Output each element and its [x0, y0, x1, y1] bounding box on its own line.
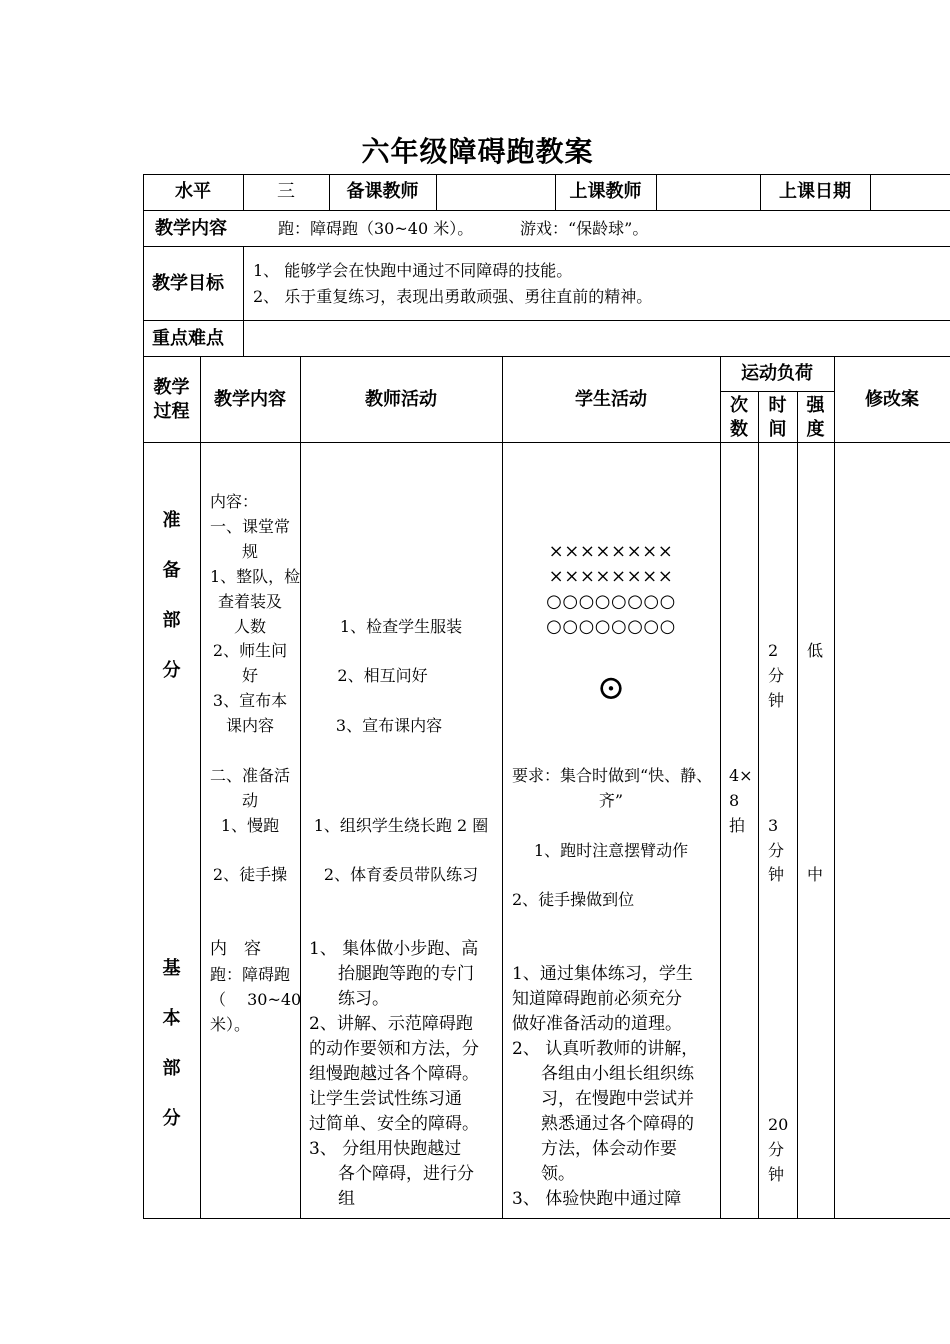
- teacher-position-icon: ⊙: [596, 668, 626, 708]
- prep-content-line: 2、师生问: [212, 641, 288, 660]
- prep-content-line: 动: [241, 791, 258, 810]
- goal-item: 1、 能够学会在快跑中通过不同障碍的技能。: [253, 261, 573, 280]
- prep-teacher-line: 1、检查学生服装: [339, 617, 463, 636]
- content-header: 教学内容: [214, 389, 286, 410]
- time-value: 分: [768, 666, 785, 685]
- teacher-header: 教师活动: [365, 389, 437, 410]
- count-value: 8: [729, 791, 740, 810]
- col-divider: [834, 356, 835, 1218]
- revise-header: 修改案: [865, 389, 919, 410]
- basic-teacher-line: 组慢跑越过各个障碍。: [309, 1064, 479, 1084]
- row-divider: [143, 320, 950, 321]
- basic-content-line: 内 容: [210, 939, 261, 959]
- basic-student-line: 习，在慢跑中尝试并: [541, 1089, 694, 1109]
- basic-student-line: 1、通过集体练习，学生: [512, 964, 693, 984]
- basic-student-line: 熟悉通过各个障碍的: [541, 1114, 694, 1134]
- basic-student-line: 各组由小组长组织练: [541, 1064, 694, 1084]
- basic-teacher-line: 1、 集体做小步跑、高: [309, 939, 479, 959]
- prep-content-line: 规: [241, 542, 258, 561]
- prep-stage-char: 准: [162, 510, 181, 531]
- level-label: 水平: [175, 181, 211, 202]
- basic-teacher-line: 2、讲解、示范障碍跑: [309, 1014, 473, 1034]
- basic-teacher-line: 让学生尝试性练习通: [309, 1089, 462, 1109]
- goal-label: 教学目标: [152, 273, 224, 294]
- time-value: 2: [768, 641, 779, 660]
- col-divider: [797, 391, 798, 1218]
- prep-teacher-line: 1、组织学生绕长跑 2 圈: [313, 816, 489, 835]
- basic-stage-char: 部: [162, 1058, 181, 1079]
- prep-teacher-label: 备课教师: [346, 181, 419, 202]
- time-value: 3: [768, 816, 779, 835]
- prep-stage-char: 部: [162, 610, 181, 631]
- basic-student-line: 方法，体会动作要: [541, 1139, 677, 1159]
- intensity-header-1: 强: [806, 395, 825, 416]
- col-divider: [720, 356, 721, 1218]
- content-label: 教学内容: [155, 218, 227, 239]
- basic-content-line: 米）。: [210, 1015, 251, 1034]
- prep-student-line: 2、徒手操做到位: [512, 890, 635, 909]
- basic-teacher-line: 抬腿跑等跑的专门: [338, 964, 474, 984]
- content-game: 游戏：“保龄球”。: [520, 219, 649, 238]
- basic-teacher-line: 3、 分组用快跑越过: [309, 1139, 462, 1159]
- basic-teacher-line: 的动作要领和方法，分: [309, 1039, 479, 1059]
- prep-teacher-line: 3、宣布课内容: [335, 716, 443, 735]
- prep-content-line: 2、徒手操: [212, 865, 288, 884]
- time-value: 钟: [768, 1165, 785, 1184]
- prep-stage-char: 分: [162, 660, 181, 681]
- prep-content-line: 二、准备活: [209, 766, 290, 785]
- basic-teacher-line: 练习。: [338, 989, 389, 1009]
- row-divider: [143, 210, 950, 211]
- student-header: 学生活动: [575, 389, 647, 410]
- basic-teacher-line: 过简单、安全的障碍。: [309, 1114, 479, 1134]
- col-divider: [758, 391, 759, 1218]
- basic-content-line: （ 30~40: [210, 990, 302, 1009]
- intensity-header-2: 度: [806, 419, 825, 440]
- col-divider: [656, 174, 657, 210]
- table-border-top: [143, 174, 950, 175]
- basic-student-line: 2、 认真听教师的讲解，: [512, 1039, 699, 1059]
- formation-row: ××××××××: [548, 566, 674, 587]
- basic-student-line: 知道障碍跑前必须充分: [512, 989, 682, 1009]
- prep-content-line: 3、宣布本: [212, 691, 288, 710]
- row-divider: [143, 246, 950, 247]
- count-header-1: 次: [730, 395, 748, 416]
- count-header-2: 数: [730, 419, 748, 440]
- basic-student-line: 做好准备活动的道理。: [512, 1014, 682, 1034]
- basic-student-line: 3、 体验快跑中通过障: [512, 1189, 682, 1209]
- formation-row: ××××××××: [548, 541, 674, 562]
- time-header-2: 间: [768, 419, 787, 440]
- time-value: 钟: [768, 865, 785, 884]
- col-divider: [300, 356, 301, 1218]
- count-value: 4×: [729, 766, 753, 785]
- prep-content-line: 人数: [233, 617, 266, 636]
- key-label: 重点难点: [152, 328, 224, 349]
- col-divider: [436, 174, 437, 210]
- basic-stage-char: 基: [162, 958, 181, 979]
- prep-student-line: 1、跑时注意摆臂动作: [533, 841, 689, 860]
- prep-content-line: 一、课堂常: [210, 517, 291, 536]
- prep-content-line: 课内容: [225, 716, 274, 735]
- time-value: 分: [768, 841, 785, 860]
- count-value: 拍: [729, 816, 746, 835]
- prep-content-line: 1、整队，检: [210, 567, 301, 586]
- time-header-1: 时: [768, 395, 787, 416]
- process-label-2: 过程: [153, 401, 190, 422]
- prep-content-line: 内容：: [210, 492, 259, 511]
- load-divider: [720, 391, 835, 392]
- time-value: 分: [768, 1140, 785, 1159]
- time-value: 20: [768, 1115, 789, 1134]
- class-date-label: 上课日期: [779, 181, 851, 202]
- prep-content-line: 1、慢跑: [220, 816, 280, 835]
- prep-teacher-line: 2、相互问好: [337, 666, 428, 685]
- row-divider: [143, 442, 950, 443]
- col-divider: [243, 246, 244, 356]
- basic-stage-char: 本: [162, 1008, 181, 1029]
- intensity-value: 低: [807, 641, 824, 660]
- formation-row: ○○○○○○○○: [546, 591, 676, 612]
- prep-student-line: 要求：集合时做到“快、静、: [512, 766, 713, 785]
- process-label-1: 教学: [153, 377, 190, 398]
- goal-item: 2、 乐于重复练习，表现出勇敢顽强、勇往直前的精神。: [253, 287, 653, 306]
- col-divider: [870, 174, 871, 210]
- basic-content-line: 跑：障碍跑: [210, 965, 291, 984]
- level-value: 三: [277, 181, 295, 202]
- col-divider: [502, 356, 503, 1218]
- prep-content-line: 好: [241, 666, 258, 685]
- basic-stage-char: 分: [162, 1108, 181, 1129]
- prep-stage-char: 备: [162, 560, 181, 581]
- time-value: 钟: [768, 691, 785, 710]
- basic-teacher-line: 各个障碍，进行分: [338, 1164, 474, 1184]
- page-title: 六年级障碍跑教案: [361, 135, 594, 168]
- formation-row: ○○○○○○○○: [546, 616, 676, 637]
- basic-teacher-line: 组: [338, 1189, 355, 1209]
- prep-teacher-line: 2、体育委员带队练习: [323, 865, 479, 884]
- table-border-bottom: [143, 1218, 950, 1219]
- row-divider: [143, 356, 950, 357]
- load-header: 运动负荷: [741, 363, 813, 384]
- prep-student-line: 齐”: [598, 791, 624, 810]
- content-run: 跑：障碍跑（30~40 米）。: [278, 219, 474, 238]
- prep-content-line: 查着装及: [217, 592, 282, 611]
- class-teacher-label: 上课教师: [569, 181, 642, 202]
- intensity-value: 中: [807, 865, 824, 884]
- basic-student-line: 领。: [541, 1164, 575, 1184]
